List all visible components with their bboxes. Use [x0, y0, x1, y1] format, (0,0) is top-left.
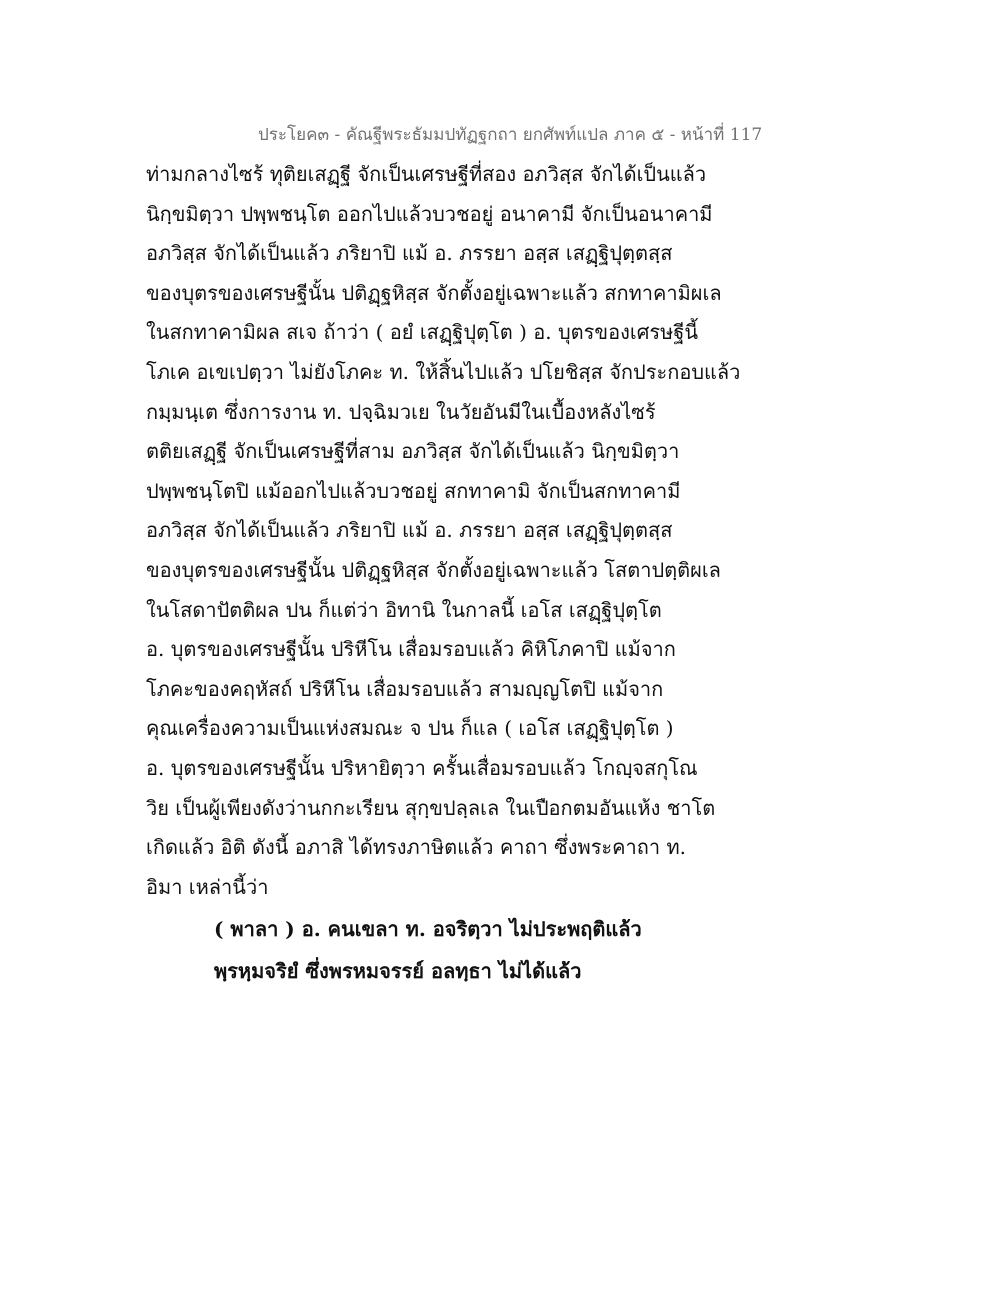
text-line: ในสกทาคามิผล สเจ ถ้าว่า ( อยํ เสฏฺฐิปุตฺโต ) อ. บุตรของเศรษฐีนี้	[146, 320, 699, 345]
text-line: อิมา เหล่านี้ว่า	[146, 874, 269, 899]
text-line: ในโสดาปัตติผล ปน ก็แต่ว่า อิทานิ ในกาลนี้ เอโส เสฏฺฐิปุตฺโต	[146, 597, 662, 622]
text-line: ของบุตรของเศรษฐีนั้น ปติฏฺฐหิสฺส จักตั้งอยู่เฉพาะแล้ว สกทาคามิผเล	[146, 280, 722, 305]
text-line: กมฺมนฺเต ซึ่งการงาน ท. ปจฺฉิมวเย ในวัยอันมีในเบื้องหลังไซร้	[146, 399, 656, 424]
text-line: อภวิสฺส จักได้เป็นแล้ว ภริยาปิ แม้ อ. ภรรยา อสฺส เสฏฺฐิปุตฺตสฺส	[146, 241, 673, 266]
text-line: อ. บุตรของเศรษฐีนั้น ปริหายิตฺวา ครั้นเสื่อมรอบแล้ว โกญฺจสกุโณ	[146, 755, 698, 780]
text-line: นิกฺขมิตฺวา ปพฺพชนฺโต ออกไปแล้วบวชอยู่ อนาคามี จักเป็นอนาคามี	[146, 201, 713, 226]
text-line: โภคะของคฤหัสถ์ ปริหีโน เสื่อมรอบแล้ว สามญฺญโตปิ แม้จาก	[146, 676, 664, 701]
text-line: ท่ามกลางไซร้ ทุติยเสฏฺฐี จักเป็นเศรษฐีที่สอง อภวิสฺส จักได้เป็นแล้ว	[146, 162, 707, 186]
text-line: เกิดแล้ว อิติ ดังนี้ อภาสิ ได้ทรงภาษิตแล้ว คาถา ซึ่งพระคาถา ท.	[146, 835, 687, 860]
verse-line: ( พาลา ) อ. คนเขลา ท. อจริตฺวา ไม่ประพฤติแล้ว	[214, 917, 642, 941]
running-header: ประโยค๓ - คัณฐีพระธัมมปทัฏฐกถา ยกศัพท์แปล ภาค ๕ - หน้าที่ 117	[258, 125, 763, 145]
verse-line: พฺรหฺมจริยํ ซึ่งพรหมจรรย์ อลทฺธา ไม่ได้แล้ว	[214, 959, 582, 983]
text-line: โภเค อเขเปตฺวา ไม่ยังโภคะ ท. ให้สิ้นไปแล้ว ปโยชิสฺส จักประกอบแล้ว	[146, 359, 741, 384]
text-line: อ. บุตรของเศรษฐีนั้น ปริหีโน เสื่อมรอบแล้ว คิหิโภคาปิ แม้จาก	[146, 637, 676, 662]
text-line: ปพฺพชนฺโตปิ แม้ออกไปแล้วบวชอยู่ สกทาคามิ จักเป็นสกทาคามี	[146, 478, 681, 503]
text-line: ของบุตรของเศรษฐีนั้น ปติฏฺฐหิสฺส จักตั้งอยู่เฉพาะแล้ว โสตาปตฺติผเล	[146, 557, 721, 582]
body-text	[146, 155, 866, 907]
text-line: อภวิสฺส จักได้เป็นแล้ว ภริยาปิ แม้ อ. ภรรยา อสฺส เสฏฺฐิปุตฺตสฺส	[146, 518, 673, 543]
text-line: วิย เป็นผู้เพียงดังว่านกกะเรียน สุกฺขปลฺลเล ในเปือกตมอันแห้ง ชาโต	[146, 795, 716, 820]
text-line: ตติยเสฏฺฐี จักเป็นเศรษฐีที่สาม อภวิสฺส จักได้เป็นแล้ว นิกฺขมิตฺวา	[146, 439, 680, 464]
verse-block	[214, 908, 814, 992]
text-line: คุณเครื่องความเป็นแห่งสมณะ จ ปน ก็แล ( เอโส เสฏฺฐิปุตฺโต )	[146, 716, 674, 741]
